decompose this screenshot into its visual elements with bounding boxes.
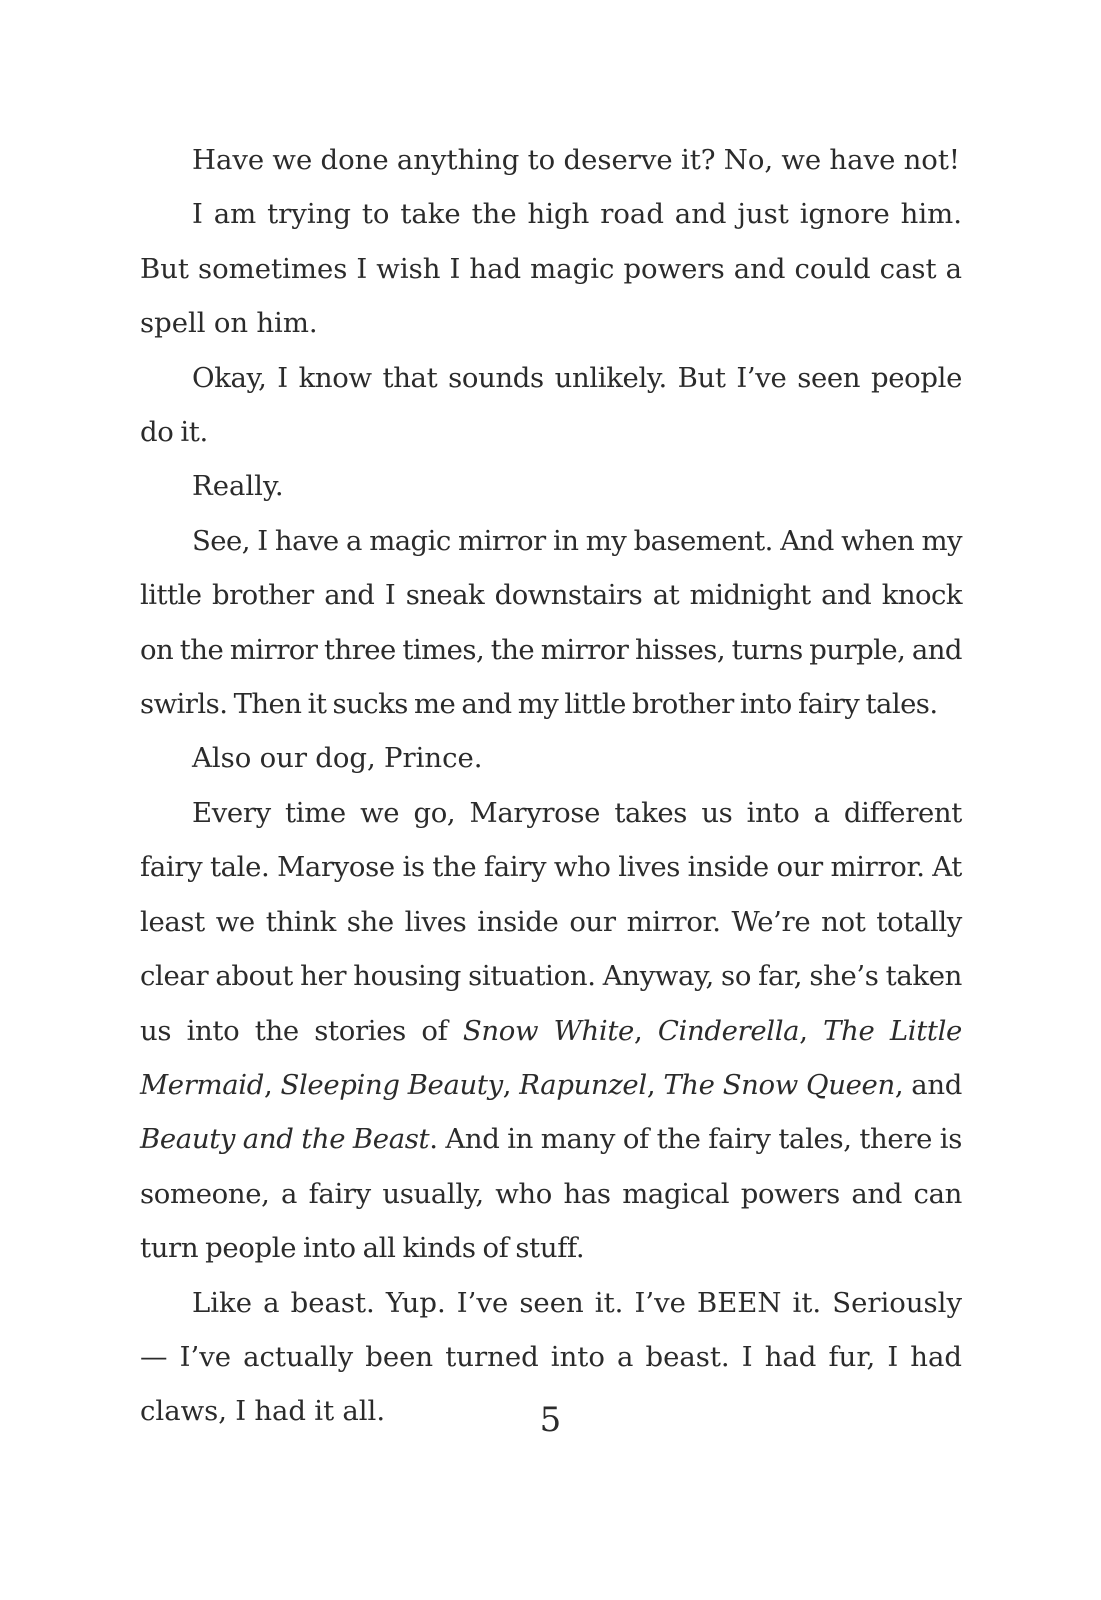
paragraph: I am trying to take the high road and just ignore him. But sometimes I wish I had magic powers and could cast a spell on him. bbox=[140, 198, 962, 340]
text-run: , bbox=[264, 1068, 281, 1101]
book-title: Cinderella bbox=[657, 1014, 800, 1047]
paragraph: Have we done anything to deserve it? No, we have not! bbox=[192, 144, 960, 176]
text-run: , and bbox=[894, 1068, 962, 1101]
page-number: 5 bbox=[539, 1400, 562, 1440]
body-text bbox=[140, 133, 962, 1439]
book-title: Rapunzel bbox=[519, 1068, 647, 1101]
paragraph: Also our dog, Prince. bbox=[192, 742, 483, 775]
book-title: The Little Mermaid bbox=[140, 1014, 962, 1101]
text-run: . And in many of the fairy tales, there is someone, a fairy usually, who has magical powers and can turn people into all kinds of stuff. bbox=[140, 1123, 962, 1265]
paragraph: Okay, I know that sounds unlikely. But I’ve seen people do it. bbox=[140, 361, 962, 449]
book-title: Sleeping Beauty bbox=[280, 1068, 503, 1101]
text-run: Every time we go, Maryrose takes us into a different fairy tale. Maryose is the fairy who lives inside our mirror. At least we think she lives inside our mirror. We’re not totally clear about her housing situation. Anyway, so far, she’s taken us into the stories of bbox=[140, 796, 962, 1047]
paragraph: Like a beast. Yup. I’ve seen it. I’ve BEEN it. Seriously — I’ve actually been turned into a beast. I had fur, I had claws, I had it all. bbox=[140, 1286, 962, 1428]
text-run: , bbox=[633, 1014, 658, 1047]
paragraph: See, I have a magic mirror in my basement. And when my little brother and I sneak downstairs at midnight and knock on the mirror three times, the mirror hisses, turns purple, and swirls. Then it sucks me and my little brother into fairy tales. bbox=[140, 524, 962, 721]
paragraph: Really. bbox=[192, 470, 284, 503]
book-title: Beauty and the Beast bbox=[140, 1123, 430, 1156]
book-title: The Snow Queen bbox=[663, 1068, 895, 1101]
paragraph-with-titles bbox=[140, 786, 962, 1276]
text-run: , bbox=[502, 1068, 520, 1101]
book-title: Snow White bbox=[462, 1014, 634, 1047]
text-run: , bbox=[646, 1068, 664, 1101]
text-run: , bbox=[799, 1014, 824, 1047]
